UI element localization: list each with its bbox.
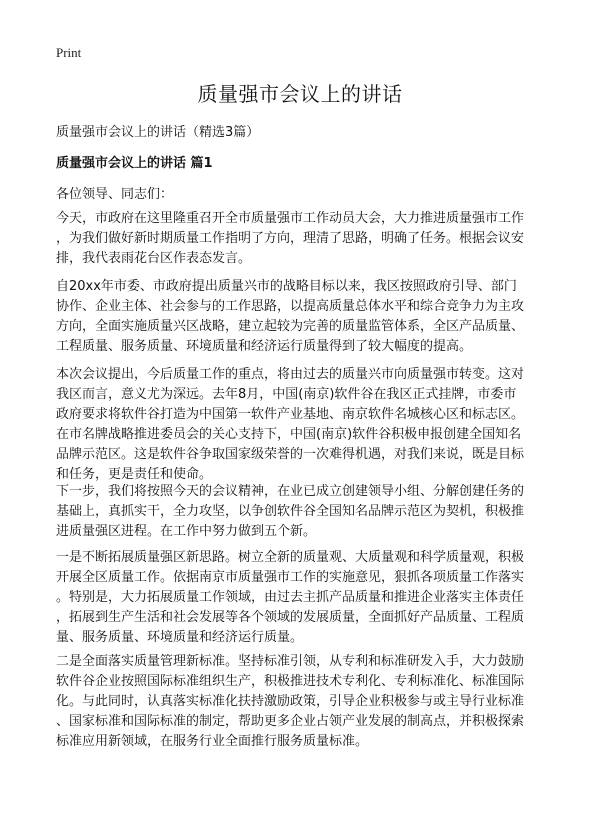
paragraph-line: 方向，全面实施质量兴区战略，建立起较为完善的质量监管体系，全区产品质量、	[56, 319, 525, 334]
page-title: 质量强市会议上的讲话	[197, 82, 403, 106]
paragraph-line: 量、服务质量、环境质量和经济运行质量。	[56, 630, 304, 645]
salutation: 各位领导、同志们：	[56, 187, 174, 202]
paragraph-line: 本次会议提出，今后质量工作的重点，将由过去的质量兴市向质量强市转变。这对	[56, 367, 525, 382]
paragraph-line: 进质量强区进程。在工作中努力做到五个新。	[56, 524, 317, 539]
paragraph-line: 在市名牌战略推进委员会的关心支持下，中国(南京)软件谷积极申报创建全国知名	[56, 427, 522, 442]
paragraph-line: 标准应用新领域，在服务行业全面推行服务质量标准。	[56, 734, 369, 749]
paragraph-1	[56, 209, 552, 269]
paragraph-line: 化。与此同时，认真落实标准化扶持激励政策，引导企业积极参与或主导行业标准	[56, 694, 525, 709]
paragraph-line: 一是不断拓展质量强区新思路。树立全新的质量观、大质量观和科学质量观，积极	[56, 550, 525, 565]
paragraph-2	[56, 277, 552, 357]
paragraph-line: 二是全面落实质量管理新标准。坚持标准引领，从专利和标准研发入手，大力鼓励	[56, 654, 525, 669]
section-heading: 质量强市会议上的讲话 篇1	[56, 156, 213, 171]
paragraph-line: 开展全区质量工作。依据南京市质量强市工作的实施意见，狠抓各项质量工作落实	[56, 570, 525, 585]
paragraph-line: 今天，市政府在这里隆重召开全市质量强市工作动员大会，大力推进质量强市工作	[56, 211, 525, 226]
print-link[interactable]: Print	[56, 45, 82, 60]
paragraph-4	[56, 482, 552, 542]
paragraph-line: 协作、企业主体、社会参与的工作思路，以提高质量总体水平和综合竞争力为主攻	[56, 299, 525, 314]
paragraph-line: 工程质量、服务质量、环境质量和经济运行质量得到了较大幅度的提高。	[56, 339, 473, 354]
document-subtitle: 质量强市会议上的讲话（精选3篇）	[56, 125, 260, 140]
paragraph-line: 品牌示范区。这是软件谷争取国家级荣誉的一次难得机遇，对我们来说，既是目标	[56, 447, 525, 462]
paragraph-line: 政府要求将软件谷打造为中国第一软件产业基地、南京软件名城核心区和标志区。	[56, 407, 525, 422]
paragraph-line: 基础上，真抓实干，全力攻坚，以争创软件谷全国知名品牌示范区为契机，积极推	[56, 504, 525, 519]
paragraph-5	[56, 548, 552, 648]
paragraph-line: ，为我们做好新时期质量工作指明了方向，理清了思路，明确了任务。根据会议安	[56, 231, 525, 246]
paragraph-line: 和任务，更是责任和使命。	[56, 467, 213, 482]
paragraph-line: 下一步，我们将按照今天的会议精神，在业已成立创建领导小组、分解创建任务的	[56, 484, 525, 499]
paragraph-line: 、国家标准和国际标准的制定，帮助更多企业占领产业发展的制高点，并积极探索	[56, 714, 525, 729]
paragraph-3	[56, 365, 552, 485]
paragraph-6	[56, 652, 552, 752]
paragraph-line: ，拓展到生产生活和社会发展等各个领域的发展质量，全面抓好产品质量、工程质	[56, 610, 525, 625]
paragraph-line: 。特别是，大力拓展质量工作领域，由过去主抓产品质量和推进企业落实主体责任	[56, 590, 525, 605]
paragraph-line: 排，我代表雨花台区作表态发言。	[56, 251, 252, 266]
paragraph-line: 我区而言，意义尤为深远。去年8月，中国(南京)软件谷在我区正式挂牌，市委市	[56, 387, 517, 402]
paragraph-line: 自20xx年市委、市政府提出质量兴市的战略目标以来，我区按照政府引导、部门	[56, 279, 517, 294]
paragraph-line: 软件谷企业按照国际标准组织生产，积极推进技术专利化、专利标准化、标准国际	[56, 674, 525, 689]
